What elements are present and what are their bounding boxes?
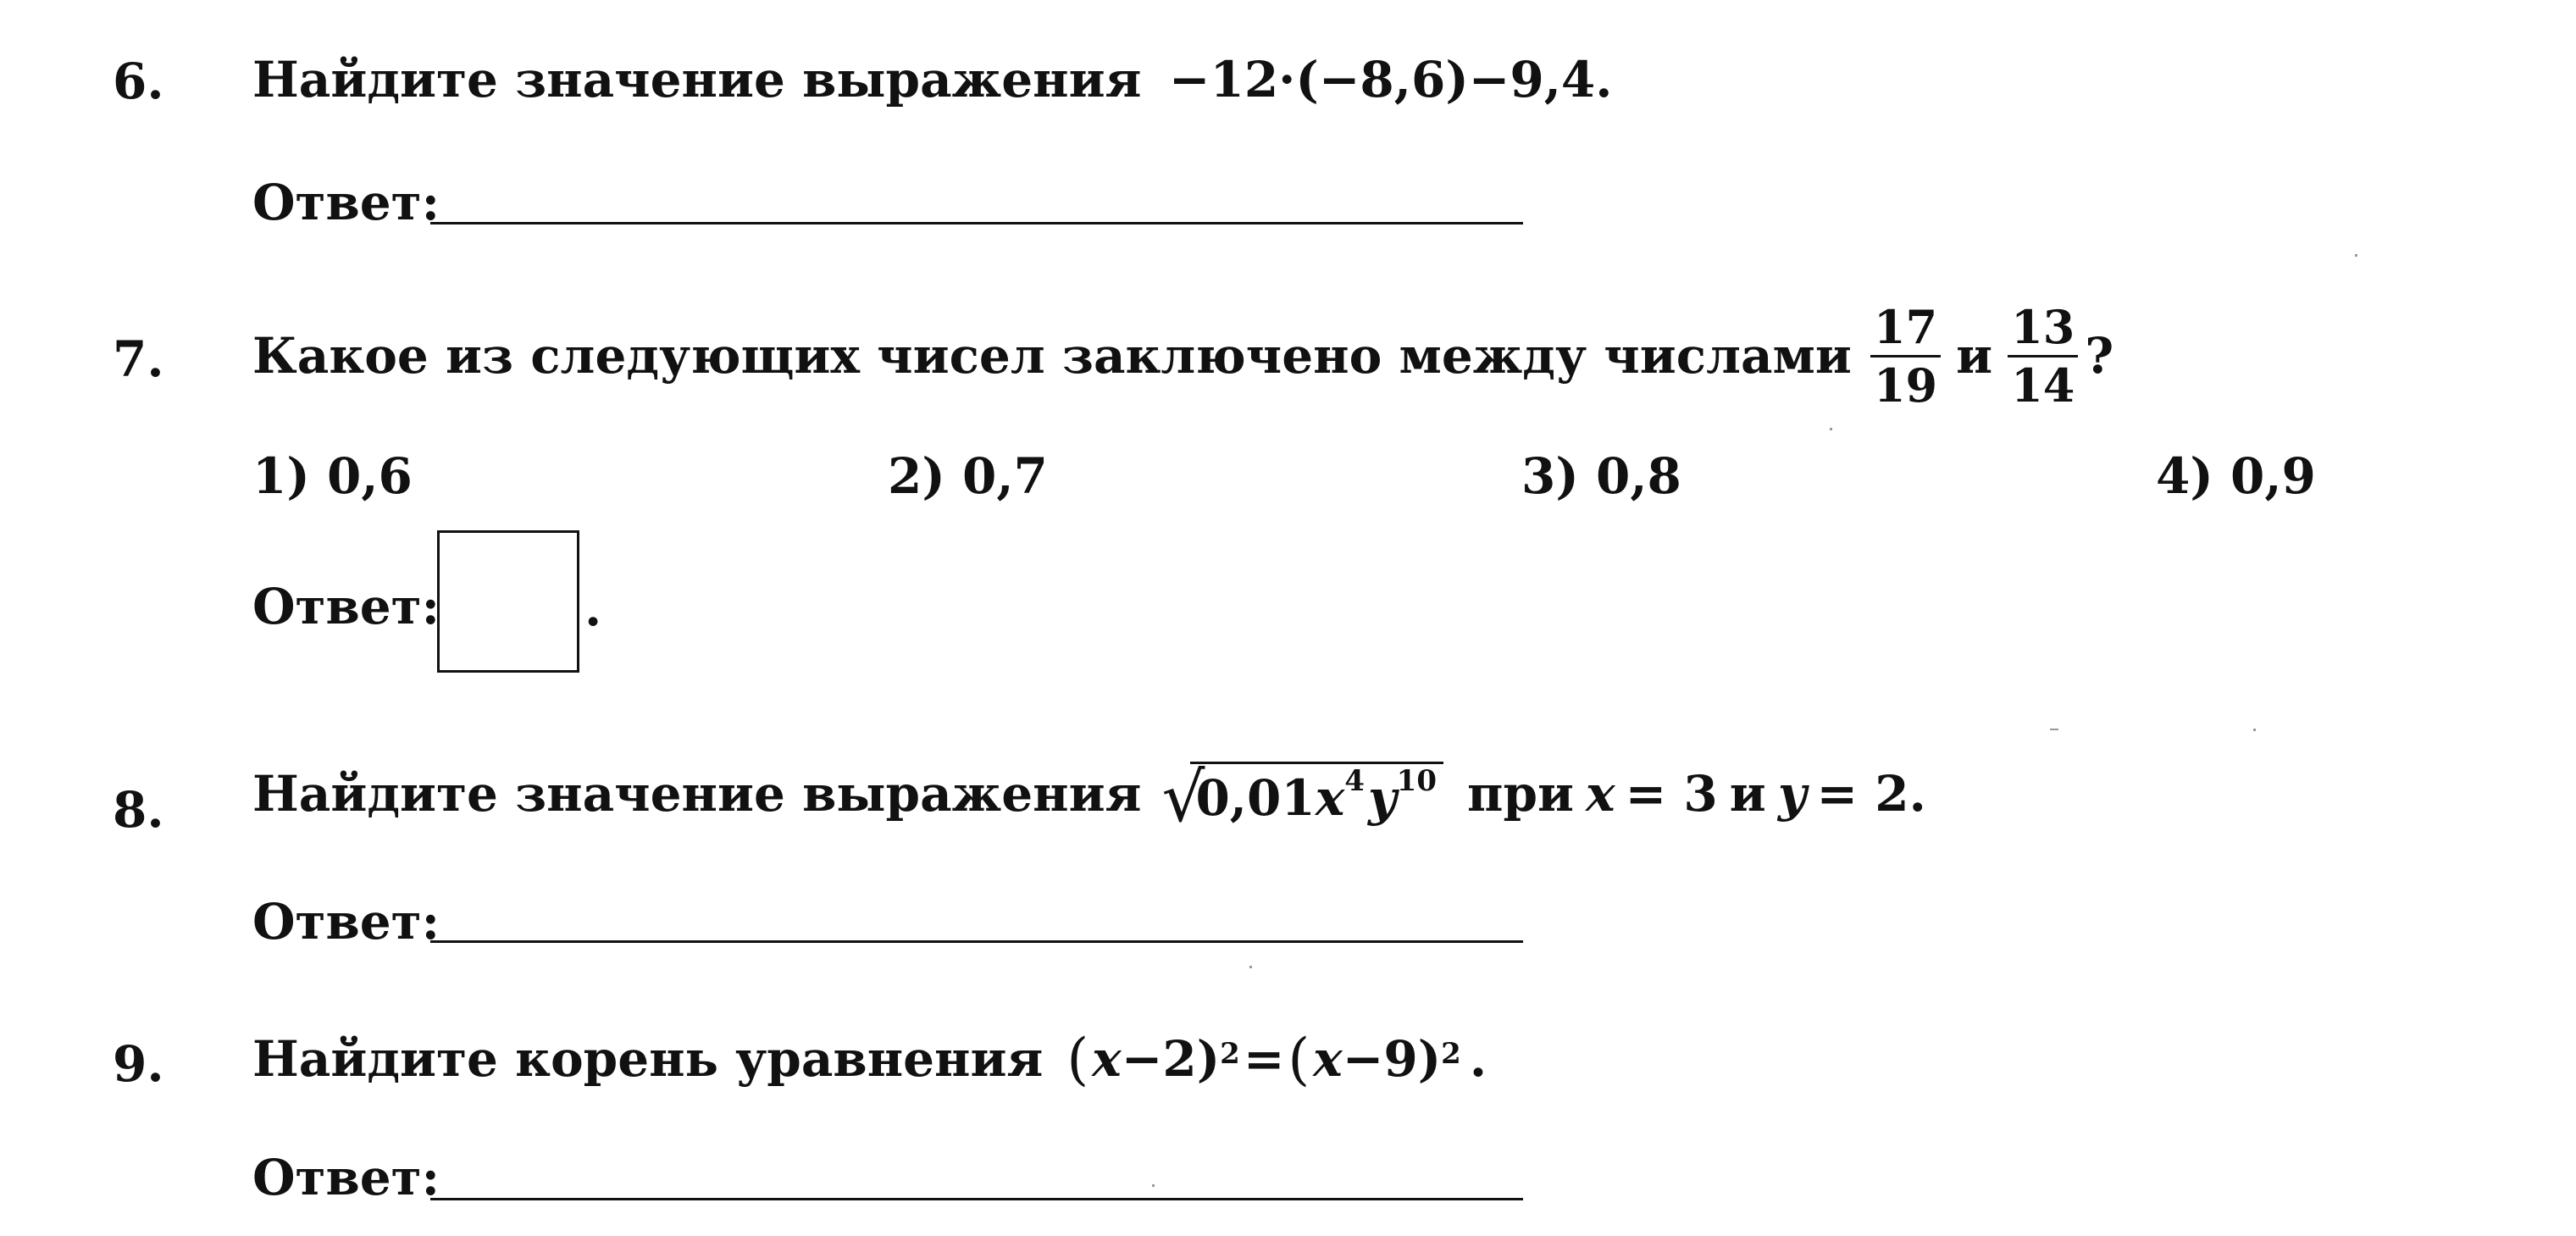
problem-7-fraction-2-numerator: 13 [2008, 304, 2078, 357]
problem-9-rhs-var: x [1313, 1030, 1343, 1088]
problem-6-answer-line[interactable] [430, 222, 1523, 224]
problem-8-text: Найдите значение выражения [252, 765, 1142, 823]
scan-speck [2050, 729, 2058, 730]
problem-9-question [252, 1012, 1487, 1106]
problem-7-fraction-2 [2008, 299, 2078, 413]
problem-6-answer-label: Ответ: [252, 174, 440, 231]
problem-8-sqrt [1161, 757, 1443, 837]
problem-7-answer-label: Ответ: [252, 578, 440, 635]
problem-8-cond-x: x [1586, 765, 1615, 823]
problem-6-number: 6. [113, 53, 164, 110]
problem-9-lhs-open: ( [1066, 1026, 1089, 1092]
problem-8-radicand [1190, 762, 1443, 827]
problem-9-answer-label: Ответ: [252, 1149, 440, 1206]
sqrt-icon: √ [1161, 757, 1205, 837]
problem-8-cond-pre: при [1467, 765, 1575, 823]
problem-7-number: 7. [113, 330, 164, 388]
problem-8-radicand-y: y [1367, 768, 1397, 827]
problem-8-exp-y: 10 [1396, 763, 1437, 798]
scan-speck [1830, 428, 1832, 430]
problem-8-exp-x: 4 [1344, 763, 1365, 798]
problem-9-eq: = [1243, 1030, 1285, 1088]
problem-8-answer-label: Ответ: [252, 893, 440, 951]
problem-8-cond-and: и [1729, 765, 1766, 823]
problem-9-lhs-var: x [1092, 1030, 1122, 1088]
scan-speck [2355, 254, 2357, 257]
problem-8-cond-yval: = 2. [1816, 765, 1926, 823]
problem-9-rhs-exp: 2 [1441, 1037, 1461, 1071]
problem-7-answer-dot: . [584, 579, 602, 637]
problem-7-question [252, 297, 2113, 415]
problem-8-question [252, 739, 1926, 849]
problem-8-radicand-coef: 0,01 [1195, 768, 1316, 827]
problem-8-answer-line[interactable] [430, 940, 1523, 943]
problem-7-option-4[interactable]: 4) 0,9 [2156, 447, 2316, 505]
scan-speck [2253, 729, 2256, 731]
problem-7-fraction-1-numerator: 17 [1870, 304, 1941, 357]
problem-6-expression: −12·(−8,6)−9,4 [1168, 51, 1596, 108]
problem-7-option-2[interactable]: 2) 0,7 [888, 447, 1048, 505]
problem-8-radicand-x: x [1315, 768, 1345, 827]
problem-9-text: Найдите корень уравнения [252, 1030, 1044, 1088]
scan-speck [1152, 1184, 1155, 1187]
problem-7-end: ? [2085, 327, 2114, 385]
scan-speck [1249, 966, 1252, 968]
problem-9-rhs-rest: −9) [1342, 1030, 1442, 1088]
problem-9-end: . [1469, 1030, 1487, 1088]
problem-7-fraction-1-denominator: 19 [1873, 357, 1938, 413]
problem-9-lhs-rest: −2) [1121, 1030, 1221, 1088]
problem-8-number: 8. [113, 781, 164, 839]
problem-8-cond-y: y [1777, 765, 1807, 823]
problem-9-lhs-exp: 2 [1220, 1037, 1240, 1071]
problem-7-option-1[interactable]: 1) 0,6 [252, 447, 413, 505]
problem-7-option-3[interactable]: 3) 0,8 [1521, 447, 1681, 505]
problem-7-conjunction: и [1956, 327, 1993, 385]
problem-7-answer-box[interactable] [437, 530, 579, 673]
problem-9-rhs-open: ( [1288, 1026, 1310, 1092]
problem-6-end: . [1595, 51, 1613, 108]
problem-6-text: Найдите значение выражения [252, 51, 1142, 108]
problem-9-number: 9. [113, 1035, 164, 1093]
problem-6-question [252, 51, 1612, 108]
problem-7-text: Какое из следующих чисел заключено между числами [252, 327, 1852, 385]
problem-8-cond-xval: = 3 [1625, 765, 1718, 823]
problem-7-fraction-1 [1870, 299, 1941, 413]
problem-7-fraction-2-denominator: 14 [2011, 357, 2075, 413]
problem-9-answer-line[interactable] [430, 1198, 1523, 1200]
